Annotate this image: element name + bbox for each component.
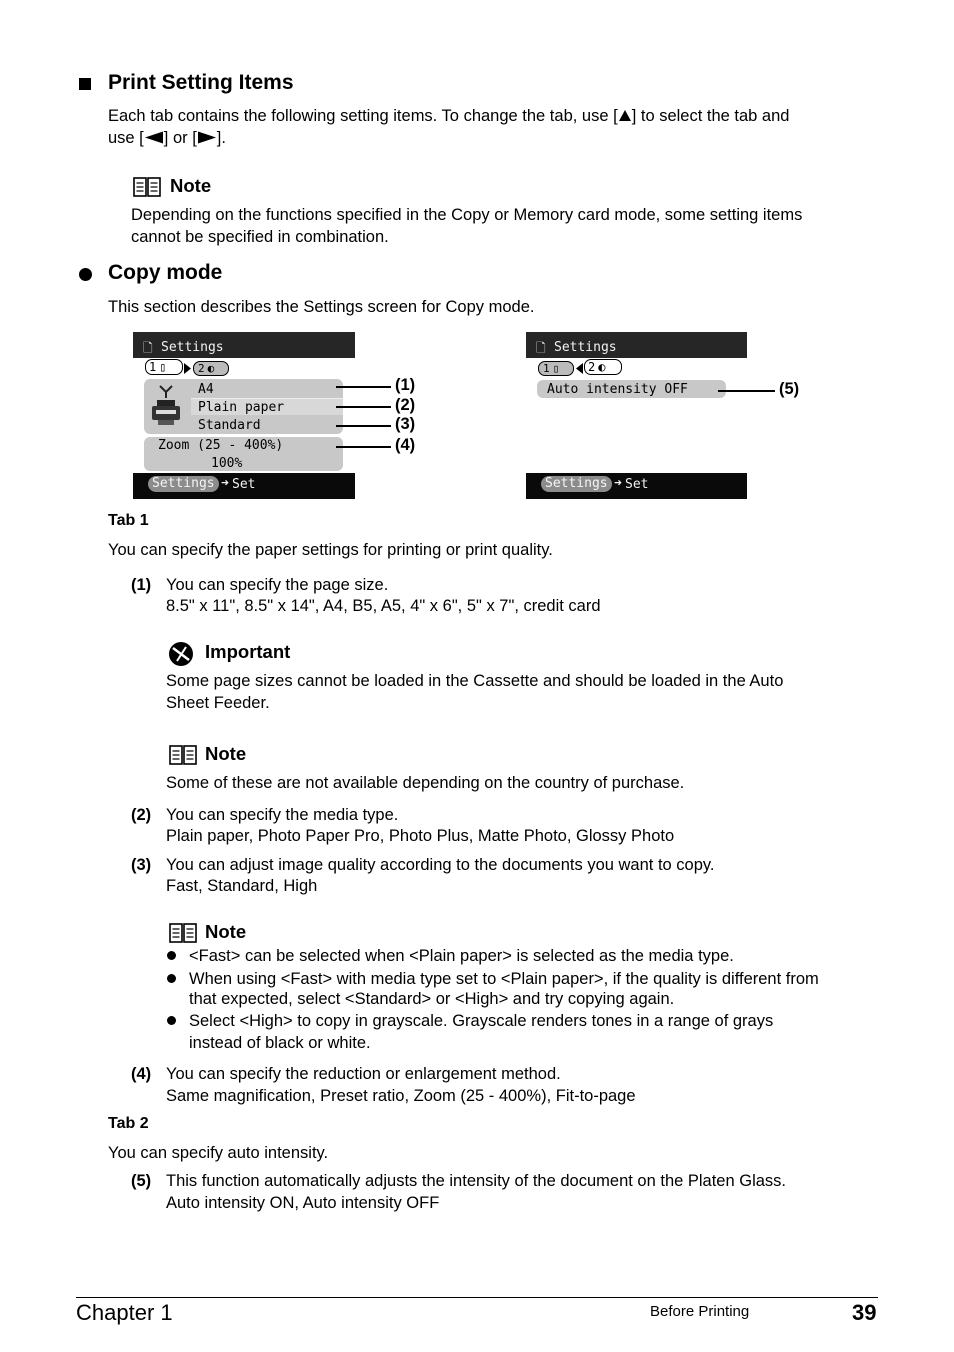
tab2-desc: You can specify auto intensity. <box>108 1144 329 1162</box>
item3-line2: Fast, Standard, High <box>166 877 318 895</box>
lcd-screen-tab2 <box>526 332 747 499</box>
item1-line1: You can specify the page size. <box>166 576 389 594</box>
important-heading: Important <box>205 641 291 662</box>
footer-section: Before Printing <box>650 1303 750 1320</box>
note-heading: Note <box>205 921 247 942</box>
intensity-icon: ◐ <box>207 362 215 375</box>
tab-left-arrow-icon <box>576 361 583 379</box>
note3-bullet3-text-a: Select <High> to copy in grayscale. Grayscale renders tones in a range of grays <box>189 1012 774 1030</box>
item2-line2: Plain paper, Photo Paper Pro, Photo Plus, Matte Photo, Glossy Photo <box>166 827 675 845</box>
callout-4: (4) <box>395 436 416 454</box>
lcd-bottom-bar <box>526 473 747 499</box>
note-book-icon <box>169 745 197 770</box>
item5-line2: Auto intensity ON, Auto intensity OFF <box>166 1194 440 1212</box>
lcd-tab-1: 1 ▯ <box>145 359 183 375</box>
lcd-title-bar <box>133 332 355 358</box>
lcd-title-bar <box>526 332 747 358</box>
note2-line1: Some of these are not available depending on the country of purchase. <box>166 774 685 792</box>
lcd-item-zoom-value: 100% <box>211 456 243 471</box>
lcd-tab-1: 1 ▯ <box>538 361 574 376</box>
item2-label: (2) <box>131 806 152 824</box>
note-heading: Note <box>170 175 212 196</box>
item2-line1: You can specify the media type. <box>166 806 399 824</box>
lcd-screen-tab1 <box>133 332 355 499</box>
callout-line-3 <box>336 425 391 427</box>
set-label: Set <box>232 477 256 492</box>
settings-softkey: Settings <box>148 476 219 492</box>
item5-label: (5) <box>131 1172 152 1190</box>
note3-bullet-3 <box>167 1016 176 1025</box>
item4-label: (4) <box>131 1065 152 1083</box>
tab-right-arrow-icon <box>184 361 191 379</box>
lcd-tab-2: 2 ◐ <box>584 359 622 375</box>
item5-line1: This function automatically adjusts the intensity of the document on the Platen Glass. <box>166 1172 787 1190</box>
lcd-tab-row <box>536 359 736 377</box>
copy-mode-title: Copy mode <box>108 261 223 284</box>
up-arrow-icon <box>618 107 632 125</box>
lcd-bottom-bar <box>133 473 355 499</box>
callout-1: (1) <box>395 376 416 394</box>
callout-line-2 <box>336 406 391 408</box>
lcd-tab-row <box>143 359 343 377</box>
footer-page-number: 39 <box>852 1300 877 1325</box>
item4-line1: You can specify the reduction or enlargement method. <box>166 1065 561 1083</box>
note-heading: Note <box>205 743 247 764</box>
tab1-desc: You can specify the paper settings for printing or print quality. <box>108 541 553 559</box>
lcd-item-zoom: Zoom (25 - 400%) <box>158 438 284 453</box>
note3-bullet-2 <box>167 974 176 983</box>
section-intro-line1: Each tab contains the following setting items. To change the tab, use [ ] to select the tab and <box>108 107 790 125</box>
section-title: Print Setting Items <box>108 71 294 94</box>
printer-icon <box>150 384 182 433</box>
lcd-item-quality: Standard <box>198 418 261 433</box>
set-arrow-icon: ➜ <box>614 476 622 491</box>
callout-3: (3) <box>395 415 416 433</box>
important-line1: Some page sizes cannot be loaded in the Cassette and should be loaded in the Auto <box>166 672 784 690</box>
item3-label: (3) <box>131 856 152 874</box>
note3-bullet3-text-b: instead of black or white. <box>189 1034 371 1052</box>
lcd-item-intensity: Auto intensity OFF <box>547 382 688 397</box>
section-square-marker <box>79 78 91 90</box>
note3-bullet1-text: <Fast> can be selected when <Plain paper> is selected as the media type. <box>189 947 734 965</box>
settings-icon: 🗋 <box>143 341 153 355</box>
important-icon <box>168 641 194 672</box>
lcd-title: Settings <box>161 340 224 355</box>
tab1-heading: Tab 1 <box>108 512 149 529</box>
note3-bullet2-text-a: When using <Fast> with media type set to <Plain paper>, if the quality is different from <box>189 970 819 988</box>
section-intro-line2: use [ ] or [ ]. <box>108 129 226 147</box>
item4-line2: Same magnification, Preset ratio, Zoom (25 - 400%), Fit-to-page <box>166 1087 636 1105</box>
important-line2: Sheet Feeder. <box>166 694 270 712</box>
note-book-icon <box>133 177 161 202</box>
callout-5: (5) <box>779 380 800 398</box>
page-icon: ▯ <box>552 362 560 375</box>
right-arrow-icon <box>197 129 217 147</box>
set-arrow-icon: ➜ <box>221 476 229 491</box>
note3-bullet2-text-b: that expected, select <Standard> or <High> and try copying again. <box>189 990 675 1008</box>
lcd-item-size: A4 <box>198 382 214 397</box>
copy-mode-bullet <box>79 268 92 281</box>
settings-icon: 🗋 <box>536 341 546 355</box>
footer-rule <box>76 1297 878 1298</box>
callout-line-5 <box>718 390 775 392</box>
copy-mode-desc: This section describes the Settings screen for Copy mode. <box>108 298 535 316</box>
intensity-icon: ◐ <box>598 360 606 374</box>
lcd-tab-2: 2 ◐ <box>193 361 229 376</box>
item1-label: (1) <box>131 576 152 594</box>
callout-2: (2) <box>395 396 416 414</box>
note3-bullet-1 <box>167 951 176 960</box>
lcd-title: Settings <box>554 340 617 355</box>
page-icon: ▯ <box>159 360 167 374</box>
item3-line1: You can adjust image quality according to the documents you want to copy. <box>166 856 715 874</box>
callout-line-1 <box>336 386 391 388</box>
note-book-icon <box>169 923 197 948</box>
set-label: Set <box>625 477 649 492</box>
note1-line2: cannot be specified in combination. <box>131 228 389 246</box>
lcd-item-media: Plain paper <box>198 400 285 415</box>
tab2-heading: Tab 2 <box>108 1115 149 1132</box>
footer-chapter: Chapter 1 <box>76 1300 173 1325</box>
callout-line-4 <box>336 446 391 448</box>
settings-softkey: Settings <box>541 476 612 492</box>
left-arrow-icon <box>144 129 164 147</box>
note1-line1: Depending on the functions specified in the Copy or Memory card mode, some setting items <box>131 206 803 224</box>
item1-line2: 8.5" x 11", 8.5" x 14", A4, B5, A5, 4" x 6", 5" x 7", credit card <box>166 597 601 615</box>
